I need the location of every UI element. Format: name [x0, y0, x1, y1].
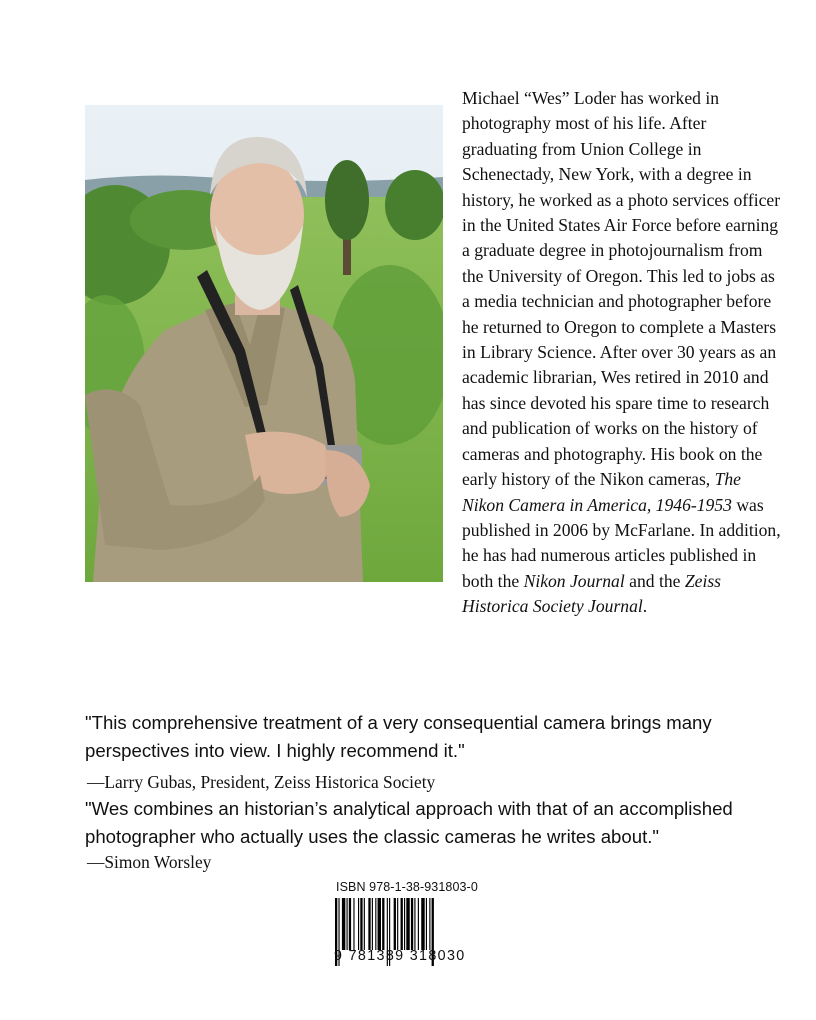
journal-zeiss: Zeiss Historica Society Journal	[462, 570, 722, 617]
barcode-bar	[401, 898, 403, 950]
author-photo	[85, 105, 443, 582]
barcode-bar	[418, 898, 419, 950]
barcode-bar	[397, 898, 398, 950]
barcode-bar	[368, 898, 370, 950]
isbn-label: ISBN 978-1-38-931803-0	[336, 880, 478, 894]
bio-text: Michael “Wes” Loder has worked in photography most of his life. After graduating from Union College in Schenectady, New York, with a degree in history, he worked as a photo services officer in the United States Air Force before earning a graduate degree in photojournalism from the University of Oregon. This led to jobs as a media technician and photographer before he returned to Oregon to complete a Masters in Library Science. After over 30 years as an academic librarian, Wes retired in 2010 and has since devoted his spare time to research and publication of works on the history of cameras and photography. His book on the early history of the Nikon cameras,	[462, 88, 781, 490]
barcode-bar	[375, 898, 376, 950]
quote-worsley: "Wes combines an historian’s analytical approach with that of an accomplished photographer who actually uses the classic cameras he writes about."	[85, 798, 733, 847]
barcode-bar	[372, 898, 373, 950]
author-photo-illustration	[85, 105, 443, 582]
bio-and: and the	[629, 570, 681, 591]
barcode-bar	[358, 898, 359, 950]
barcode-bar	[347, 898, 348, 950]
attribution-worsley: —Simon Worsley	[87, 852, 212, 872]
barcode-bar	[406, 898, 409, 950]
barcode-bar	[411, 898, 413, 950]
barcode-bar	[394, 898, 396, 950]
barcode-bar	[364, 898, 365, 950]
barcode-bar	[382, 898, 384, 950]
bio-text-continued: was published in 2006 by McFarlane. In addition, he has had numerous articles published in both the	[462, 494, 781, 591]
journal-nikon: Nikon Journal	[523, 570, 625, 591]
barcode-bar	[360, 898, 362, 950]
quote-gubas: "This comprehensive treatment of a very consequential camera brings many perspectives into view. I highly recommend it."	[85, 712, 712, 761]
barcode-bar	[378, 898, 381, 950]
barcode-bar	[349, 898, 351, 950]
barcode-bar	[404, 898, 405, 950]
barcode-bar	[426, 898, 427, 950]
barcode-digits: 9 781389 318030	[334, 948, 466, 964]
book-title: The Nikon Camera in America, 1946-1953	[462, 469, 741, 515]
barcode-bar	[421, 898, 424, 950]
barcode-bar	[342, 898, 345, 950]
barcode-bar	[414, 898, 415, 950]
bio-end: .	[642, 596, 648, 617]
barcode-bar	[429, 898, 430, 950]
attribution-gubas: —Larry Gubas, President, Zeiss Historica Society	[87, 772, 436, 792]
author-bio	[462, 86, 782, 620]
barcode-bar	[353, 898, 354, 950]
